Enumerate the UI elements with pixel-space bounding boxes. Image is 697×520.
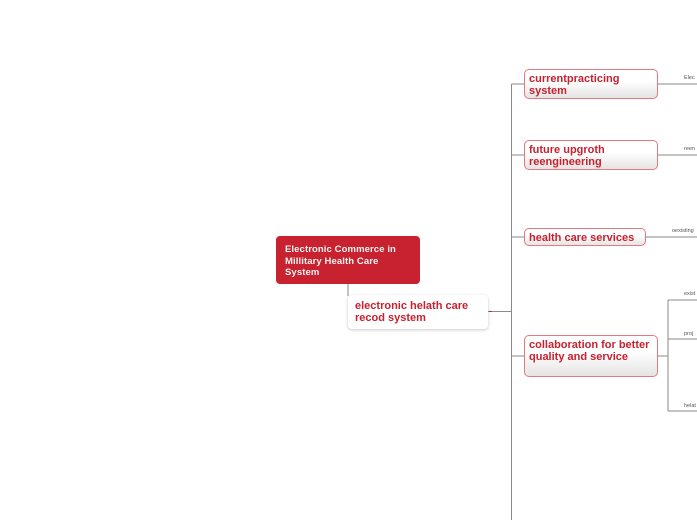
subtopic-current-practicing-system[interactable] bbox=[524, 69, 658, 99]
subtopic-future-upgroth-reengineering[interactable] bbox=[524, 140, 658, 170]
main-topic[interactable] bbox=[348, 295, 488, 329]
subtopic-label: future upgroth reengineering bbox=[529, 144, 605, 168]
leaf-topic[interactable]: reen bbox=[684, 146, 696, 152]
leaf-topic[interactable]: exist bbox=[684, 291, 696, 297]
subtopic-label: health care services bbox=[529, 232, 635, 244]
subtopic-collaboration[interactable] bbox=[524, 335, 658, 377]
collapse-toggle[interactable]: - bbox=[489, 306, 492, 316]
subtopic-label: currentpracticing system bbox=[529, 73, 620, 97]
leaf-topic[interactable]: oexisting bbox=[672, 228, 694, 234]
central-topic-label: Electronic Commerce in Millitary Health Care System bbox=[285, 244, 396, 278]
subtopic-label: collaboration for better quality and service bbox=[529, 339, 650, 363]
leaf-topic[interactable]: proj bbox=[684, 331, 694, 337]
leaf-topic[interactable]: Elec bbox=[684, 75, 695, 81]
central-topic[interactable] bbox=[276, 236, 420, 284]
main-topic-label: electronic helath care recod system bbox=[355, 300, 469, 324]
leaf-topic[interactable]: helat bbox=[684, 403, 696, 409]
subtopic-health-care-services[interactable] bbox=[524, 228, 646, 246]
